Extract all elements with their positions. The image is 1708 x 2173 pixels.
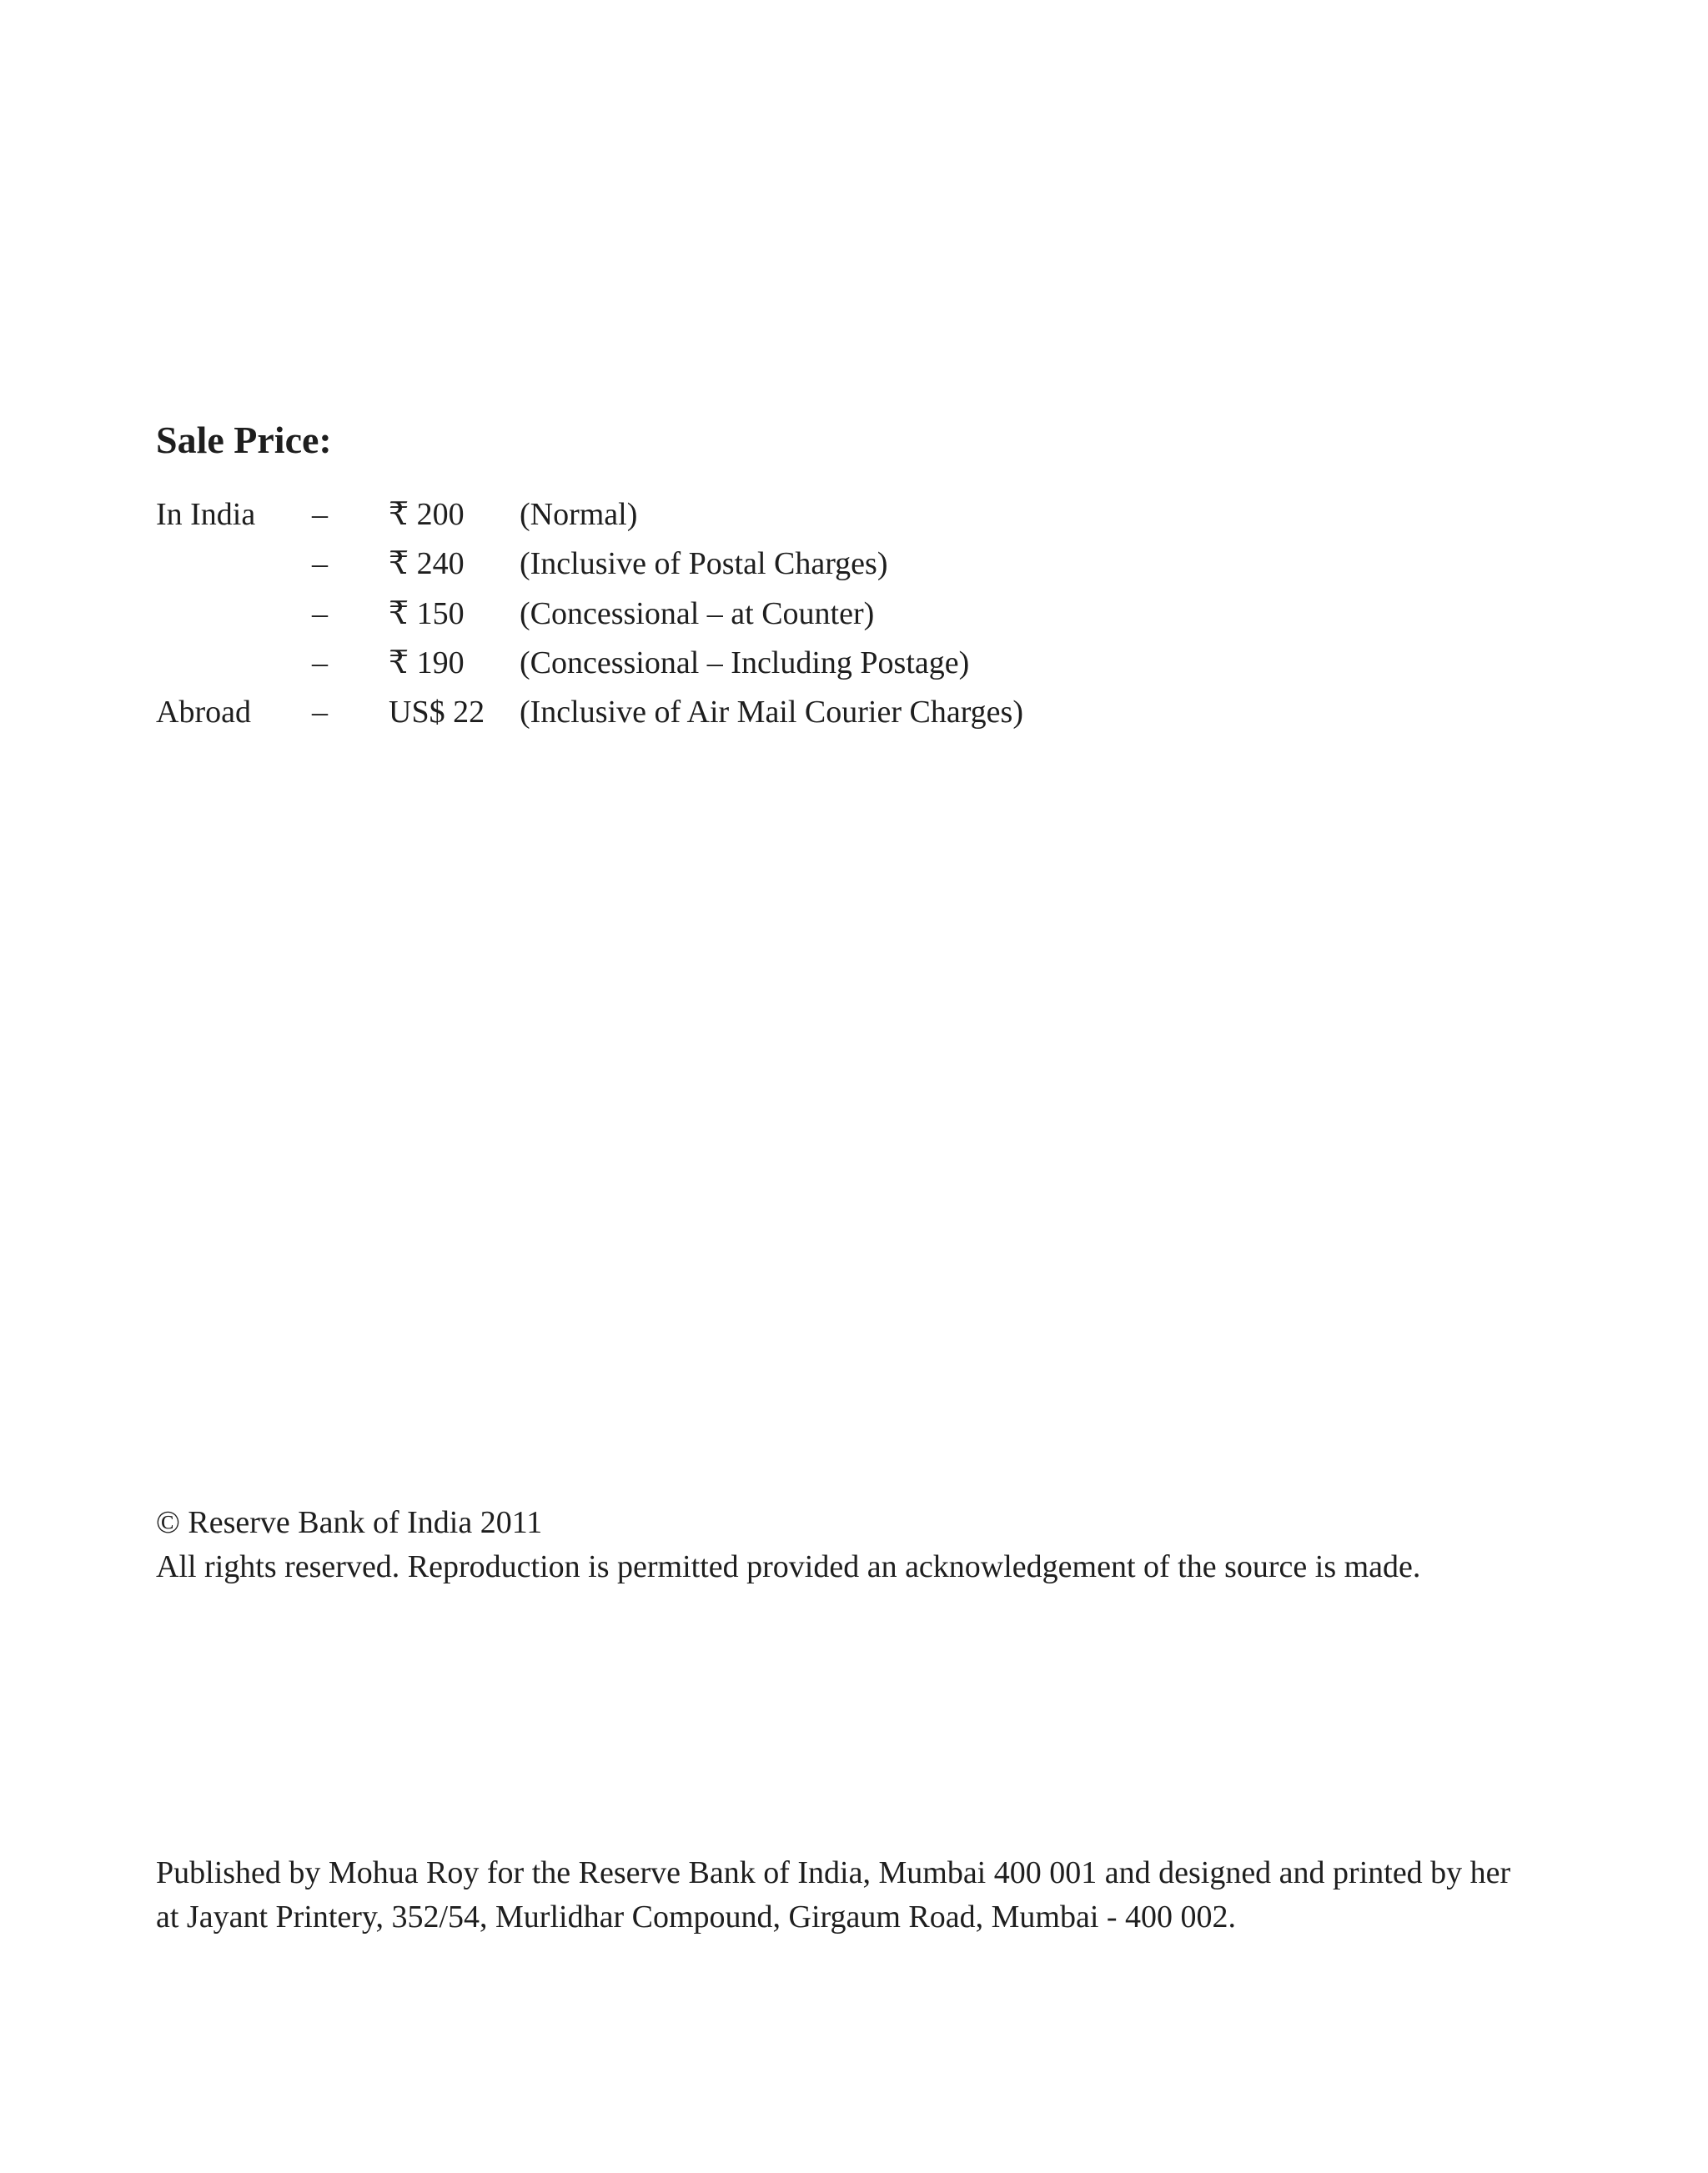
- price-note: (Inclusive of Postal Charges): [520, 546, 888, 582]
- sale-price-table: [156, 490, 1023, 737]
- price-dash: –: [312, 645, 328, 680]
- sale-price-heading: Sale Price:: [156, 419, 332, 461]
- price-amount: ₹ 200: [389, 497, 465, 532]
- price-row: [156, 590, 1023, 639]
- price-note: (Normal): [520, 497, 638, 532]
- price-dash: –: [312, 497, 328, 532]
- rights-statement: All rights reserved. Reproduction is permitted provided an acknowledgement of the source is made.: [156, 1549, 1421, 1584]
- price-note: (Concessional – Including Postage): [520, 645, 970, 680]
- copyright-line: © Reserve Bank of India 2011: [156, 1505, 543, 1540]
- price-amount: ₹ 150: [389, 595, 465, 631]
- price-amount: US$ 22: [389, 695, 485, 730]
- price-dash: –: [312, 595, 328, 631]
- price-region: [156, 590, 312, 639]
- price-amount: ₹ 240: [389, 546, 465, 582]
- copyright-notice: [156, 1501, 1420, 1589]
- price-row: [156, 539, 1023, 589]
- price-note: (Concessional – at Counter): [520, 595, 875, 631]
- publisher-imprint: [156, 1851, 1510, 1940]
- price-region: [156, 639, 312, 688]
- price-region: [156, 539, 312, 589]
- price-row: [156, 490, 1023, 539]
- price-region: Abroad: [156, 695, 251, 730]
- price-dash: –: [312, 695, 328, 730]
- price-region: In India: [156, 497, 256, 532]
- price-dash: –: [312, 546, 328, 582]
- price-row: [156, 688, 1023, 737]
- price-amount: ₹ 190: [389, 645, 465, 680]
- price-row: [156, 639, 1023, 688]
- publisher-line: Published by Mohua Roy for the Reserve Bank of India, Mumbai 400 001 and designed and printed by her: [156, 1855, 1511, 1890]
- price-note: (Inclusive of Air Mail Courier Charges): [520, 695, 1023, 730]
- printer-line: at Jayant Printery, 352/54, Murlidhar Compound, Girgaum Road, Mumbai - 400 002.: [156, 1899, 1237, 1935]
